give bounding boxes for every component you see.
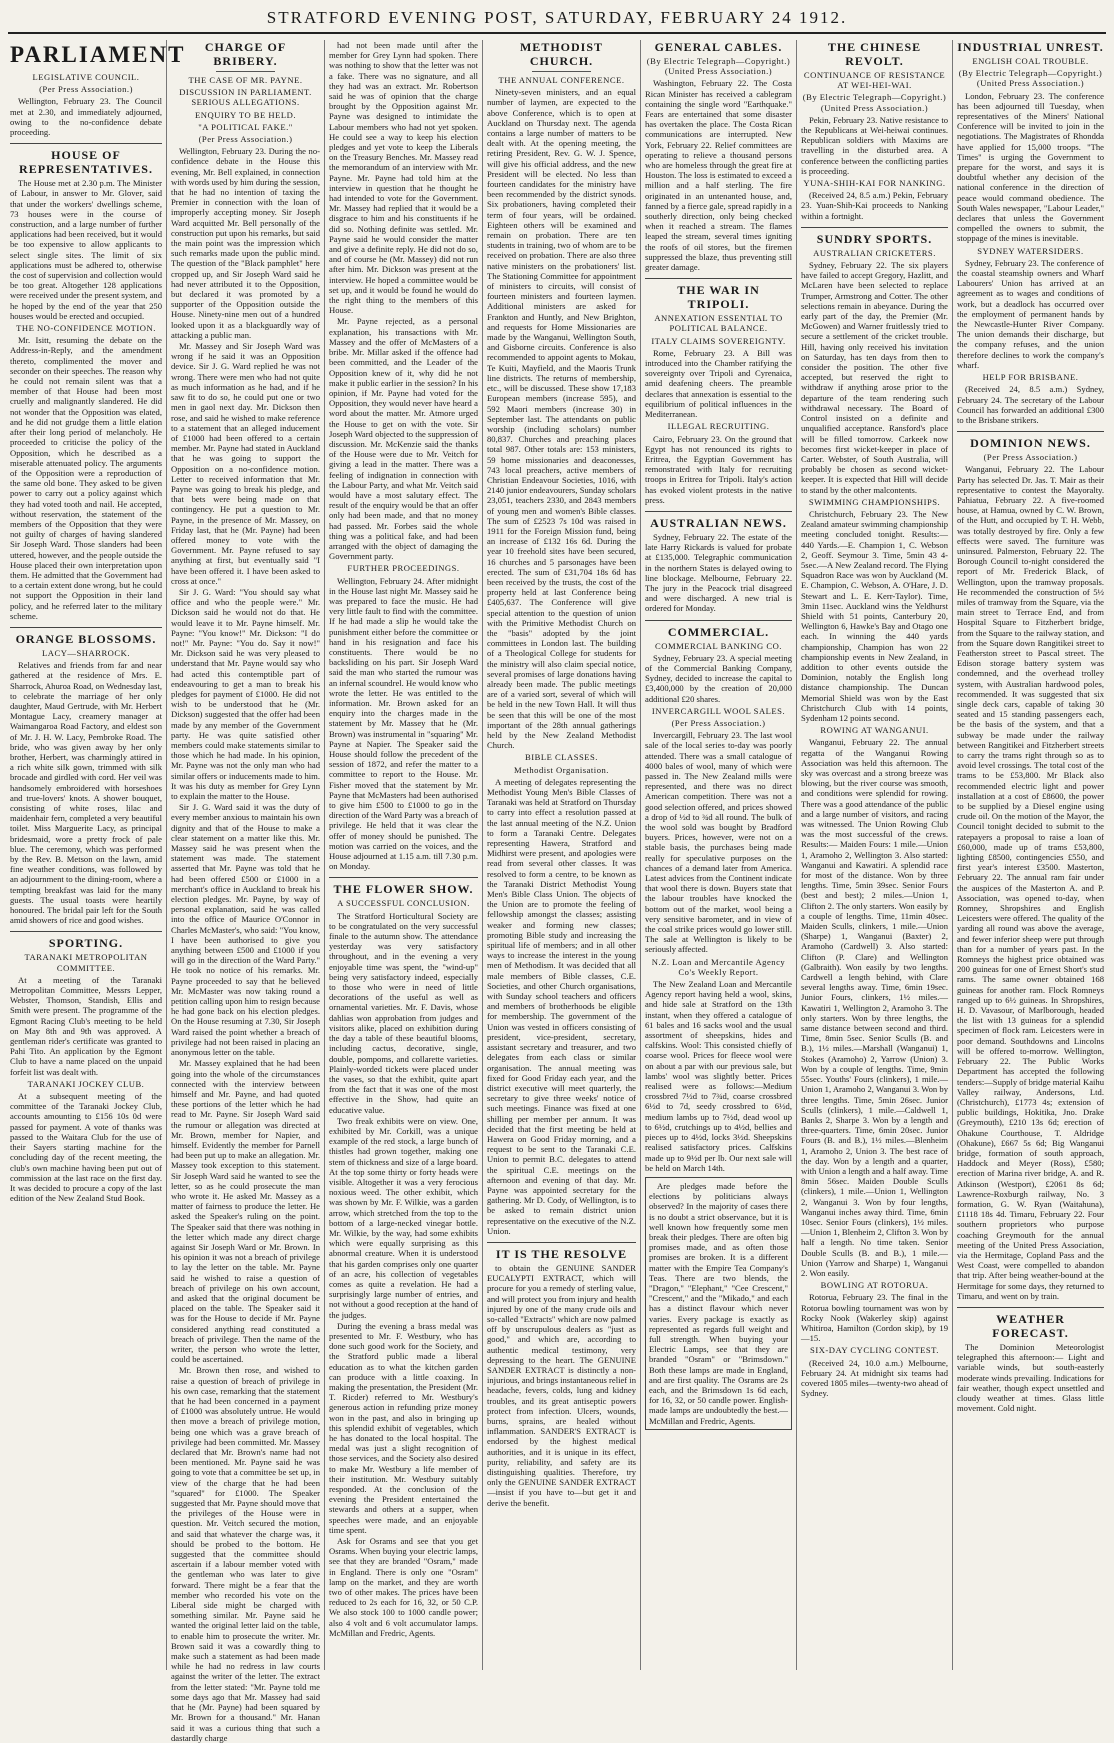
tripoli-sub-1: ANNEXATION ESSENTIAL TO POLITICAL BALANCE. xyxy=(654,313,783,334)
article-text: Wellington, February 23. The Council met at 2.30, and immediately adjourned, owing to the no-confidence debate proceeding. xyxy=(10,96,162,138)
bribery-sub-1: THE CASE OF MR. PAYNE. xyxy=(188,75,303,85)
masthead: STRATFORD EVENING POST, SATURDAY, FEBRUARY 24 1912. xyxy=(8,4,1106,34)
press-source: (Per Press Association.) xyxy=(39,84,133,95)
banking-subheading: COMMERCIAL BANKING CO. xyxy=(655,640,782,651)
press-source: (By Electric Telegraph—Copyright.) (United Press Association.) xyxy=(646,56,791,77)
press-source: (Per Press Association.) xyxy=(198,134,293,145)
sporting-heading: SPORTING. xyxy=(10,931,162,950)
brisbane-subheading: HELP FOR BRISBANE. xyxy=(982,372,1079,383)
industrial-unrest-heading: INDUSTRIAL UNREST. xyxy=(957,40,1104,54)
osram-advertisement: Ask for Osrams and see that you get Osrams. When buying your electric lamps, see that they are branded "Osram," made in England. There is only one "Osram" lamp on the market, and they are worth two of other makes. The prices have been reduced to 2s each for 16, 32, or 50 C.P. We also stock 100 to 1000 candle power; also 4 volt and 6 volt accumulator lamps. McMillan and Fredric, Agents. xyxy=(329,1536,478,1638)
sander-ad-heading: IT IS THE RESOLVE xyxy=(487,1242,636,1261)
methodist-church-heading: METHODIST CHURCH. xyxy=(519,40,603,68)
no-confidence-heading: THE NO-CONFIDENCE MOTION. xyxy=(16,323,156,334)
cycling-subheading: SIX-DAY CYCLING CONTEST. xyxy=(810,1345,939,1356)
article-text: Rotorua, February 23. The final in the Rotorua bowling tournament was won by Rocky Nook (Wakerley skip) against Whitiroa, Hamilton (Cordon skip), by 19—15. xyxy=(801,1292,948,1344)
wedding-subheading: LACY—SHARROCK. xyxy=(42,647,130,658)
column-2 xyxy=(166,40,324,1743)
article-text: Relatives and friends from far and near gathered at the residence of Mrs. E. Sharrock, Ahuroa Road, on Wednesday last, to celebrate the marriage of her only daughter, Maud Gertrude, with Mr. Herbert Montague Lacy, creamery manager at Waimangaroa Road Factory, and eldest son of Mr. J. H. W. Lacy, Pembroke Road. The bride, who was given away by her only brother, Herbert, was charmingly attired in a rich white silk gown, trimmed with silk brocade and girdled with cord. Her veil was handsomely embroidered with horseshoes and true-lovers' knots. A shower bouquet, consisting of white roses, lilac and maidenhair fern, completed a very beautiful toilet. Miss Marguerite Lacy, as principal bridesmaid, wore a pretty frock of pale blue. The ceremony, which was performed by the Rev. B. Metson on the lawn, amid fine weather conditions, was followed by an adjournment to the dining-room, where a tempting breakfast was laid for the many guests. The usual toasts were heartily honoured. The bridal pair left for the South amid showers of rice and good wishes. xyxy=(10,660,162,926)
bribery-sub-4: "A POLITICAL FAKE." xyxy=(198,121,293,132)
bribery-heading: CHARGE OF BRIBERY. xyxy=(204,40,287,68)
column-1 xyxy=(6,40,186,1670)
parliament-title: PARLIAMENT xyxy=(10,42,186,67)
article-text: At a meeting of the Taranaki Metropolitan Committee, Messrs Lepper, Webster, Thomson, Standish, Ellis and Smith were present. The programme of the Egmont Racing Club's meeting to be held on May 8th and 9th was approved. A gentleman rider's certificate was granted to Pahi Tito. An application by the Egmont Club to have a name placed on the unpaid forfeit list was dealt with. xyxy=(10,974,162,1077)
article-text: The Dominion Meteorologist telegraphed this afternoon:— Light and variable winds, but south-easterly moderate winds prevailing. Indications for fair weather, though expect unsettled and cloudy weather at times. Glass little movement. Cold night. xyxy=(957,1341,1104,1414)
bible-classes-subheading: BIBLE CLASSES. xyxy=(525,752,598,763)
loan-agency-subheading: N.Z. Loan and Mercantile Agency Co's Weekly Report. xyxy=(651,956,786,977)
article-text: Cairo, February 23. On the ground that Egypt has not renounced its rights to Eritrea, the Egyptian Government has remonstrated with Italy for recruiting troops in Eritrea for Tripoli. Italy's action has evoked violent protests in the native press. xyxy=(645,433,792,505)
article-text: Sir J. G. Ward: "You should say what office and who the people were." Mr. Dickson said he would not do that. He would leave it to Mr. Payne himself. Mr. Payne: "You know!" Mr. Dickson: "I do not!" Mr. Payne: "You do. Say it now!" Mr. Dickson said he was very pleased to understand that Mr. Payne would say who had acted this contemptible part of endeavouring to get a man to break his pledges for payment of £1000. He did not wish to be understood that he (Mr. Dickson) suggested that the offer had been made by any member of the Government party. He was quite satisfied other members could make statements similar to those which he had made. In his opinion, Mr. Payne was not the only man who had similar offers or inducements made to him. It was his duty as member for Grey Lynn to explain the matter to the House. xyxy=(171,586,320,802)
article-text: Ninety-seven ministers, and an equal number of laymen, are expected to the above Conference, which is to open at Auckland on Thursday next. The agenda contains a large number of matters to be dealt with. At the opening meeting, the retiring President, Rev. G. W. J. Spence, will give his official address, and the new President will be elected. No less than fourteen candidates for the ministry have been recommended by the district synods. Six probationers, having completed their term of four years, will be ordained. Eighteen others will be examined and remain on probation. There are ten students in training, two of whom are to be received on probation. There are also three native ministers on the probationers' list. The Stationing Committee for appointment of ministers to circuits, will consist of fourteen ministers and fourteen laymen. Additional ministers are asked for Frankton and Huntly, and New Brighton, and requests for Home Missionaries are made by the Wanganui, Wellington South, and Gisborne circuits. Conference is also recommended to appoint agents to Mokau, Te Kuiti, Mayfield, and the Maoris Trunk line districts. The returns of membership, etc., will be discussed. These show 17,183 European members (increase 595), and 592 Maori members (increase 30) in September last. The attendants on public worship (including scholars) number 80,837. Churches and preaching places total 987. Other totals are: 153 ministers, 59 home missionaries and deaconesses, 743 local preachers, active members of Christian Endeavour Societies, 1016, with 2140 junior endeavourers, Sunday scholars 23,051, teachers 2330, and 2843 members of young men and women's Bible classes. The sum of £2523 7s 10d was raised in 1911 for the Foreign Mission fund, being an increase of £132 16s 6d. During the year 10 freehold sites have been secured, 16 churches and 5 parsonages have been erected. The sum of £31,704 18s 6d has been received by the trusts, the cost of the property held at last Conference being £405,637. The Conference will give special attention to the question of union with the Primitive Methodist Church on the "basis" adopted by the joint committees in London last. The building of a Theological College for students for the ministry will also claim special notice, several promises of large donations having already been made. The public meetings are of a varied sort, several of which will be held in the new Town Hall. It will thus be seen that this will be one of the most important of the 28th annual gatherings held by the New Zealand Methodist Church. xyxy=(487,87,636,751)
watersiders-subheading: SYDNEY WATERSIDERS. xyxy=(977,245,1084,256)
orange-blossoms-heading: ORANGE BLOSSOMS. xyxy=(10,627,162,646)
dominion-news-heading: DOMINION NEWS. xyxy=(957,431,1104,450)
press-source: (By Electric Telegraph—Copyright.) (United Press Association.) xyxy=(958,68,1103,89)
weather-forecast-heading: WEATHER FORECAST. xyxy=(957,1307,1104,1340)
bribery-sub-3: ENQUIRY TO BE HELD. xyxy=(194,109,296,120)
article-text: Mr. Isitt, resuming the debate on the Address-in-Reply, and the amendment thereto, complimented the mover and seconder on their speeches. The reason why he could not remain silent was that a member of that House had been most cruelly and malignantly slandered. He did not wonder that the Opposition was elated, and he did not grudge them a little elation after their long period of melancholy. He proceeded to criticise the policy of the Opposition, which he described as a miserable attenuated policy. The arguments of the Opposition were a reproduction of the same old bone. They asked to be given power to carry out a policy against which they had voted tooth and nail. He accepted, without reservation, the statement of the members of the Opposition that they were not guilty of charges of having slandered Sir Joseph Ward. Those slanders had been uttered, however, and the people outside the House placed their own interpretation upon them. He admitted that the Government had to a certain extent done wrong, but he could not support the Opposition in their land policy, and he referred later to the military scheme. xyxy=(10,335,162,621)
article-text: Mr. Brown then rose, and wished to raise a question of breach of privilege in his own case, remarking that the statement that he had been concerned in a payment of £1000 was absolutely untrue. He would then move a breach of privilege motion, being one which was a grave breach of privilege had been committed. Mr. Massey declared that Mr. Brown's name had not been mentioned. Mr. Payne said he was going to vote that a committee be set up, in view of the charge that he had been "squared" for £1000. The Speaker suggested that Mr. Payne should move that the privileges of the House were in question. Mr. Veitch secured the motion, and said that whatever the charge was, it should be probed to the bottom. He suggested that the committee should ascertain if a labour member voted with the gentleman who was later to give forward. There might be a fear that the member who recorded his vote on the Liberal side might be charged with something similar. Mr. Payne said he wanted the original letter laid on the table, to enable him to prosecute the writer. Mr. Brown said it was a cowardly thing to make such a statement as had been made while he had no redress in law courts against the writer of the letter. The extract from the letter stated: "Mr. Payne told me some days ago that Mr. Massey had said that he (Mr. Payne) had been squared by Mr. Brown for a thousand." Mr. Hanan said it was a curious thing that such a dastardly charge xyxy=(171,1365,320,1743)
article-text: Mr. Massey explained that he had been going into the whole of the circumstances connected with the interview between himself and Mr. Payne, and had quoted these portions of the letter which he had read to Mr. Payne. Sir Joseph Ward said the rumour or allegation was directed at Mr. Brown, member for Napier, and himself. Evidently the member for Parnell had been put up to make an allegation. Mr. Massey took exception to this statement. Sir Joseph Ward said he wanted to see the letter, so as he could prosecute the man who wrote it. He asked Mr. Massey as a matter of fairness to produce the letter. He asked the Speaker's ruling on the point. The Speaker said that there was nothing in the letter which made any direct charge against Sir Joseph Ward or Mr. Brown. In his opinion it was not a breach of privilege to lay the letter on the table. Mr. Payne said he wished to raise a question of breach of privilege on his own account, and asked that the original document be placed on the table. The Speaker said it was for the House to decide if Mr. Payne considered anything read constituted a breach of privilege. Then the name of the writer, the person who wrote the letter, could be ascertained. xyxy=(171,1058,320,1365)
article-text: Two freak exhibits were on view. One, exhibited by Mr. Corkill, was a unique example of the red stock, a large bunch of thistles had grown together, making one stem of thickness and size of a large board. At the top some thirty or forty heads were visible. Altogether it was a very ferocious noxious weed. The other exhibit, which was shown by Mr. F. Wilkie, was a garden arrow, which stretched from the top to the bottom of a large-necked vinegar bottle. Mr. Wilkie, by the way, had some exhibits which were equally surprising as this abnormal creature. When it is understood that his garden comprises only one quarter of an acre, his collection of vegetables comes as quite a revelation. He had a surprisingly large number of entries, and not without a good reception at the hand of the judges. xyxy=(329,1115,478,1320)
article-text: The Stratford Horticultural Society are to be congratulated on the very successful finale to the autumn show. The attendance yesterday was very satisfactory throughout, and in the evening a very enjoyable time was spent, the "wind-up" being very satisfactory indeed, especially to those who were in need of little decorations of the useful as well as ornamental varieties. Mr. F. Davis, whose dahlias won approbation from judges and visitors alike, placed on exhibition during the day a table of these beautiful blooms, including cactus, decorative, single, double, pompoms, and collarette varieties. Plainly-worded tickets were placed under the vases, so that the exhibit, quite apart from the fact that it was one of the most effective in the Show, had quite an educative value. xyxy=(329,910,478,1115)
press-source: (By Electric Telegraph—Copyright.) (United Press Association.) xyxy=(802,92,947,113)
article-text: London, February 23. The conference has been adjourned till Tuesday, when representatives of the Miners' National Conference will be invited to join in the negotiations. The Magistrates of Rhondda have applied for 15,000 troops. "The Times" is urging the Government to prepare for the worst, and says it is doubtful whether any decision of the national conference in the direction of peace would command obedience. The South Wales newspaper, "Labour Leader," declares that unless the Government compelled the owners to submit, the stoppage of the mines is inevitable. xyxy=(957,90,1104,244)
article-text: Wellington, February 23. During the no-confidence debate in the House this evening, Mr. Bell explained, in connection with words used by him during the session, that he had no intention of taxing the Premier in connection with the loan of improperly accepting money. Sir Joseph Ward acquitted Mr. Bell personally of the construction put upon his remarks, but said the main point was the impression which such remarks made upon the public mind. The question of the "Black pamphlet" here cropped up, and Sir Joseph Ward said he had never attributed it to the Opposition, but declared it was promoted by a supporter of the Opposition outside the House. Ninety-nine men out of a hundred looked upon it as a blackguardly way of attacking a public man. xyxy=(171,146,320,340)
article-text: Sydney, February 23. The conference of the coastal steamship owners and Wharf Labourers' Union has arrived at an agreement as to wages and conditions of work, but a deadlock has occurred over the employment of permanent hands by the Newcastle-Hunter River Company. The union demands their discharge, but the company refuses, and the union therefore declines to work the company's wharf. xyxy=(957,257,1104,370)
sander-advertisement: to obtain the GENUINE SANDER EUCALYPTI EXTRACT, which will procure for you a remedy of sterling value, and will protect you from injury and health injured by one of the many crude oils and so-called "Extracts" which are now palmed off by unscrupulous dealers as "just as good," and which are, according to authentic medical testimony, very depressing to the heart. The GENUINE SANDER EXTRACT is distinctly a non-injurious, and brings instantaneous relief in headache, fevers, colds, lung and kidney troubles, and its great antiseptic powers protect from infection. Ulcers, wounds, burns, sprains, are healed without inflammation. SANDER'S EXTRACT is endorsed by the highest medical authorities, and it is unique in its effect, purity, reliability, and safety are its distinguishing qualities. Therefore, try only the GENUINE SANDER EXTRACT—insist if you have to—but get it and derive the benefit. xyxy=(487,1262,636,1508)
column-3 xyxy=(324,40,482,1670)
bowling-subheading: BOWLING AT ROTORUA. xyxy=(820,1280,929,1291)
wool-sales-subheading: INVERCARGILL WOOL SALES. xyxy=(651,705,786,716)
australian-news-heading: AUSTRALIAN NEWS. xyxy=(645,511,792,530)
press-source: (Per Press Association.) xyxy=(983,452,1078,463)
article-text: Invercargill, February 23. The last wool sale of the local series to-day was poorly attended. There was a small catalogue of 4000 bales of wool, many of which were passed in. The New Zealand mills were represented, and there was no direct American competition. There was not a good selection offered, and prices showed a drop of ½d to ¾d all round. The bulk of the wool sold was bought by Bradford buyers. Prices, however, were not on a stable basis, the purchases being made really for speculative purposes on the chances of a demand later from America. Latest advices from the Continent indicate that wool there is down. Buyers state that the labour troubles have knocked the bottom out of the market, wool being a very sensitive barometer, and in view of the coal strike prices would go lower still. The sale at Wellington is likely to be seriously affected. xyxy=(645,730,792,955)
article-text: Wellington, February 24. After midnight in the House last night Mr. Massey said he was prepared to face the music. He had very little fault to find with the committee. If he had made a slip he would take the punishment either before the committee or hand in his resignation and face his constituents. There would be no backsliding on his part. Sir Joseph Ward said the man who started the rumour was an infernal scoundrel. He would know who wrote the letter. He was entitled to the information. Mr. Brown asked for an enquiry into the charges made in the statement by Mr. Massey that he (Mr. Brown) was instrumental in "squaring" Mr. Payne at Napier. The Speaker said the House should follow the precedent of the session of 1872, and refer the matter to a committee to report to the House. Mr. Fisher moved that the statement by Mr. Payne that McMasters had been authorised to give him £500 to £1000 to go in the direction of the Ward Party was a breach of privilege. He held that it was clear the offer of money should be punished. The motion was carried on the voices, and the House adjourned at 1.15 a.m. till 7.30 p.m. on Monday. xyxy=(329,575,479,872)
article-text: The New Zealand Loan and Mercantile Agency report having held a wool, skins, and hide sale at Stratford on the 13th instant, when they offered a catalogue of 61 bales and 16 sacks wool and the usual assortment of sheepskins, hides and calfskins. Wool: This consisted chiefly of coarse wool. Prices for fleece wool were on about a par with our previous sale, but lambs' wool was slightly better. Prices realised were as follows:—Medium crossbred 7½d to 7¾d, coarse crossbred 6½d to 7d, seedy crossbred to 6½d, medium lambs up to 7½d, dead wool up to 6½d, crutchings up to 4½d, bellies and pieces up to 4½d, locks 3½d. Sheepskins realised satisfactory prices. Calfskins made up to 9½d per lb. Our next sale will be held on March 14th. xyxy=(645,979,792,1173)
tea-lamps-advertisement: Are pledges made before the elections by politicians always observed? In the majority of cases there is no doubt a strict observance, but it is well known how frequently some men break their pledges. There are often big promises made, and as often those promises are broken. It is a different matter with the Empire Tea Company's Teas. There are two blends, the "Dragon," "Elephant," "Cee Crescent," "Crescent," and the "Mikado," and each has a distinct flavour which never varies. Every package is exactly as represented as regards full weight and full strength. When buying your Electric Lamps, see that they are branded "Osram" or "Brimsdown." Both these lamps are made in England, and are first quality. The Osrams are 2s each, and the Brimsdown 1s 6d each, for 16, 32, or 50 candle power. English-made lamps are undoubtedly the best.—McMillan and Fredric, Agents. xyxy=(645,1177,792,1430)
war-in-tripoli-heading: THE WAR IN TRIPOLI. xyxy=(645,278,792,311)
yuan-shih-kai-subheading: YUNA-SHIH-KAI FOR NANKING. xyxy=(803,178,946,189)
flower-show-subheading: A SUCCESSFUL CONCLUSION. xyxy=(337,898,470,909)
article-text: Mr. Payne rejected, as a personal explanation, his transactions with Mr. Massey and the offer of McMasters of a bribe. Mr. Millar asked if the offence had been committed, and the Leader of the Opposition knew of it, why did he not make it public earlier in the session? In his opinion, if Mr. Payne had voted for the Opposition, they would never have heard a word about the matter. Mr. Atmore urged the House to get on with the vote. Sir Joseph Ward objected to the suppression of discussion. Mr. McKenzie said the thanks of the House were due to Mr. Veitch for giving a lead in the matter. There was a feeling of indignation in connection with the Labour Party, and what Mr. Veitch said would have a most salutary effect. The result of the enquiry would be that an offer only had been made, and that no money had passed. Mr. Forbes said the whole thing was a political fake, and had been arranged with the object of damaging the Government party. xyxy=(329,316,478,562)
article-text: had not been made until after the member for Grey Lynn had spoken. There was nothing to show that the letter was not a fake. There was no signature, and all they had was an extract. Mr. Robertson said he was of opinion that the charge brought by the Opposition against Mr. Payne was designed to intimidate the Labour members who had not yet spoken. He could see a way to keep his election pledges and yet vote to keep the Liberals on the Treasury Benches. Mr. Massey read the memorandum of an interview with Mr. Payne. Mr. Payne had told him at the interview in question that he thought he had intended to vote for the Government. Mr. Massey had replied that it would be a disgrace to him and his constituents if he did so. Nothing definite was settled. Mr. Payne said he would consider the matter and give a definite reply. He did not do so, and of course he (Mr. Massey) did not run after him. Mr. Dickson was present at the interview. He hoped a committee would be set up, and it would be found he would do the right thing to the members of this House. xyxy=(329,40,478,316)
article-text: (Received 24, 8.5 a.m.) Pekin, February 23. Yuan-Shih-Kai proceeds to Nanking within a fortnight. xyxy=(801,190,948,221)
divider xyxy=(532,71,592,72)
illegal-recruiting-subheading: ILLEGAL RECRUITING. xyxy=(667,421,770,432)
metropolitan-committee-subheading: TARANAKI METROPOLITAN COMMITTEE. xyxy=(24,952,148,973)
general-cables-heading: GENERAL CABLES. xyxy=(654,40,783,54)
article-text: At a subsequent meeting of the committee of the Taranaki Jockey Club, accounts amounting to £156 10s 0d were passed for payment. A vote of thanks was passed to the Waitara Club for the use of their Sayers starting machine for the concluding day of the recent meeting, the club's own machine having been put out of commission at the last race on the first day. It was decided to procure a copy of the last edition of the New Zealand Stud Book. xyxy=(10,1091,162,1204)
article-text: Sydney, February 23. A special meeting of the Commercial Banking Company, Sydney, decided to increase the capital to £3,400,000 by the creation of 20,000 additional £20 shares. xyxy=(645,652,792,704)
legislative-council-heading: LEGISLATIVE COUNCIL. xyxy=(32,72,140,82)
house-of-reps-heading: HOUSE OF REPRESENTATIVES. xyxy=(10,143,162,176)
column-7 xyxy=(952,40,1108,1670)
article-text: Mr. Massey and Sir Joseph Ward was wrong if he said it was an Opposition device. Sir J. G. Ward replied he was not wrong. There were men who had not quite as much information as he had, and if he saw fit to do so, he could put one or two men in gaol next day. Mr. Dickson then rose, and said he wished to make reference to a statement that an alleged inducement of £1000 had been offered to a certain member. Mr. Payne had stated in Auckland that he was going to support the Opposition on a no-confidence motion. Letter to received information that Mr. Payne was going to break his pledge, and that bets were being made on that contingency. He put a question to Mr. Payne, in the presence of Mr. Massey, on Friday last, that he (Mr. Payne) had been offered money to vote with the Government. Mr. Payne refused to say anything at first, but eventually said "I have been offered it. I have been asked to cross at once." xyxy=(171,341,320,586)
column-6 xyxy=(796,40,952,1670)
tripoli-sub-2: ITALY CLAIMS SOVEREIGNTY. xyxy=(651,335,786,346)
article-text: Sir J. G. Ward said it was the duty of every member anxious to maintain his own dignity and that of the House to make a clear statement on a matter like this. Mr. Massey said he was present when the statement was made. The statement asserted that Mr. Payne was told that he had been offered £500 or £1000 in a merchant's office in Auckland to break his election pledges. Mr. Payne, by way of personal explanation, said he was called into the office of Maurice O'Connor in Charles McMaster's, who said: "You know, I have been authorised to give you anything between £500 and £1000 if you will go in the direction of the Ward Party." He took no notice of his remarks. Mr. Payne proceeded to say that he believed Mr. McMaster was now taking round a petition calling upon him to resign because he had gone back on his election pledges. On the House resuming at 7.30, Sir Joseph Ward raised the point whether a breach of privilege had not been raised in placing an anonymous letter on the table. xyxy=(171,802,320,1058)
article-text: (Received 24, 8.5 a.m.) Sydney, February 24. The secretary of the Labour Council has forwarded an additional £300 to the Brisbane strikers. xyxy=(957,384,1104,425)
annual-conference-subheading: THE ANNUAL CONFERENCE. xyxy=(498,75,625,85)
chinese-revolt-heading: THE CHINESE REVOLT. xyxy=(827,40,922,68)
press-source: (Per Press Association.) xyxy=(671,717,766,728)
commercial-heading: COMMERCIAL. xyxy=(645,620,792,639)
cricketers-subheading: AUSTRALIAN CRICKETERS. xyxy=(813,247,936,258)
column-5 xyxy=(640,40,796,1670)
swimming-subheading: SWIMMING CHAMPIONSHIPS. xyxy=(808,496,941,507)
divider xyxy=(216,71,276,72)
rowing-subheading: ROWING AT WANGANUI. xyxy=(820,725,929,736)
article-text: The House met at 2.30 p.m. The Minister of Labour, in answer to Mr. Glover, said that under the workers' dwellings scheme, 73 houses were in the course of construction, and a large number of further applications had been received, but it would be too expensive to allow applicants to select single sites. The limit of six applications must be adhered to, otherwise the cost of supervision and collection would be too great. Altogether 128 applications were received under the present system, and he hoped by the end of the year that 250 houses would be erected and occupied. xyxy=(10,178,162,321)
article-text: Wanganui, February 22. The Labour Party has selected Dr. Jas. T. Mair as their representative to contest the Mayoralty. Pahiatua, February 22. A five-roomed house, at Hamua, owned by C. W. Brown, of the Hutt, and occupied by T. H. Webb, was totally destroyed by fire. Only a few effects were saved. The furniture was uninsured. Palmerston, February 22. The Borough Council to-night considered the report of Mr. Frederick Black, of Wellington, upon the tramway proposals. He recommended the construction of 5½ miles of tramway from the Square, via the main street to Terrace End, and from Hospital Square to Fitzherbert bridge, from the Square to the railway station, and from the Square down Rangitikei street to Featherston street to Pascal street. The Edison storage battery system was condemned, and the overhead trolley system, with Australian hardwood poles, recommended. It was suggested that six single deck cars, capable of taking 30 seated and 15 standing passengers each, be the basis of the system, and that a subway be made under the railway between Rangitikei and Fitzherbert streets to carry the trams right through so as to avoid level crossings. The total cost of the trams to be £53,800. Mr Black also recommended electric light and power installation at a cost of £8600, the power to be supplied by a Diesel engine using crude oil. On the motion of the Mayor, the Council tonight decided to submit to the ratepayers a proposal to raise a loan of £60,000, made up of trams £53,800, lighting £8500, contingencies £550, and first year's interest £3500. Masterton, February 22. The annual ram fair under the auspices of the Masterton A. and P. Association, was opened to-day, when Romney, Shropshires and English Leicesters were offered. The quality of the yarding all round was above the average, and fewer inferior sheep were put through than for a number of years past. In the Romneys the highest price obtained was 200 guineas for one of Ernest Short's stud rams. The same owner obtained 168 guineas for another ram. Flock Romneys ranged up to 6½ guineas. In Shropshires, H. D. Vavasour, of Marlborough, headed the list with 13 guineas for a splendid specimen of flock ram. Leicesters were in poor demand. Southdowns and Lincolns will be offered to-morrow. Wellington, February 22. The Public Works Department has accepted the following tenders:—Supply of bridge material Kaihu Valley railway, Andersons, Ltd. (Christchurch), £1773 4s; extension of public buildings, Hokitika, Jno. Drake (Greymouth), £210 13s 6d; erection of Ohakune Courthouse, T. Aldridge (Ohakune), £667 5s 6d; Big Wanganui bridge, formation of south approach, Haddock and Meyer (Ross), £580; erection of Marina river bridge, A. and R. Atkinson (Westport), £2061 8s 6d; Lawrence-Roxburgh railway, No. 3 formation, G. W. Ryan (Waitahuna), £1118 18s 4d. Timaru, February 22. Four southern proprietors who purpose coaching Greymouth for the annual meeting of the United Press Association, via the Hermitage, Copland Pass and the West Coast, were compelled to abandon that trip. After being weather-bound at the Hermitage for some days, they returned to Timaru, and went on by train. xyxy=(957,464,1105,1301)
article-text: Rome, February 23. A Bill was introduced into the Chamber ratifying the sovereignty over Tripoli and Cyrenaica, amid deafening cheers. The preamble declares that annexation is essential to the equilibrium of political influences in the Mediterranean. xyxy=(645,347,792,420)
article-text: A meeting of delegates representing the Methodist Young Men's Bible Classes of Taranaki was held at Stratford on Thursday to carry into effect a resolution passed at the last annual meeting of the N.Z. Union to form a Taranaki Centre. Delegates representing Hawera, Stratford and Midhirst were present, and apologies were read from several other classes. It was resolved to form a centre, to be known as the Taranaki District Methodist Young Men's Bible Class Union. The objects of the Union are to promote the feeling of fellowship amongst the classes; assisting weaker and forming new classes; promoting Bible study and increasing the spiritual life of members; and in all other ways to increase the interest in the young men of Methodism. It was decided that all male members of Bible classes, C.E. Societies, and other Church organisations, with Sunday school teachers and officers and members of brotherhoods be eligible for membership. The government of the Union was vested in officers consisting of president, vice-president, secretary, assistant secretary and treasurer, and two delegates from each class or similar organisation. The annual meeting was fixed for Good Friday each year, and the district executive will meet quarterly, the secretary to give three weeks' notice of such meetings. Finance was fixed at one shilling per member per annum. It was decided that the first meeting be held at Hawera on Good Friday morning, and a request to be sent to the Taranaki C.E. Union to permit B.C. delegates to attend the spiritual C.E. meetings on the afternoon and evening of that day. Mr. Payne was appointed secretary for the gathering. Mr D. Cody, of Wellington, is to be asked to remain district union representative on the executive of the N.Z. Union. xyxy=(487,776,636,1236)
bribery-sub-2: DISCUSSION IN PARLIAMENT. SERIOUS ALLEGATIONS. xyxy=(179,87,312,108)
article-text: Christchurch, February 23. The New Zealand amateur swimming championship meeting concluded tonight. Results:— 440 Yards.—E. Champion 1, C. Webson 2, Geoff. Seymour 3. Time, 5min 43 4-5sec.—A New Zealand record. The Flying Squadron Race was won by Auckland (M. E. Champion, C. Webson, A. O'Hare, J. D. Stewart and L. E. Kerr-Taylor). Time, 3min 11sec. Auckland wins the Yeldhurst Shield with 51 points, Canterbury 20, Wellington 6, Hawke's Bay and Otago one each. In winning the 440 yards championship, Champion has won 22 championship events in New Zealand, in addition to other events outside the Dominion, notably the English long distance championship. The Duncan Memorial Shield was won by the East Christchurch Club with 14 points, Sydenham 12 points second. xyxy=(801,508,948,723)
article-text: Pekin, February 23. Native resistance to the Republicans at Wei-heiwai continues. Republican soldiers with Maxims are travelling in the disturbed area. A conference between the conflicting parties is proceeding. xyxy=(801,114,948,176)
further-proceedings-heading: FURTHER PROCEEDINGS. xyxy=(347,563,460,574)
article-text: During the evening a brass medal was presented to Mr. F. Westbury, who has done such good work for the Society, and the Stratford public made a liberal education as to what the kitchen garden can produce with a little coaxing. In making the presentation, the President (Mr. T. Ricder) referred to Mr. Westbury's generous action in refunding prize money won in the past, and also in bringing up this splendid exhibit of vegetables, which he has donated to the local hospital. The medal was just a slight recognition of those services, and the Society also desired to make Mr. Westbury a life member of their institution. Mr. Westbury suitably responded. At the conclusion of the evening the President entertained the stewards and others at a supper, when speeches were made, and an enjoyable time spent. xyxy=(329,1320,478,1535)
article-text: Washington, February 22. The Costa Rican Minister has received a cablegram containing the single word "Earthquake." Fears are entertained that some disaster has overtaken the place. The Costa Rican communications are interrupted. New York, February 22. Relief committees are operating to relieve a thousand persons who are homeless through the great fire at Houston. The loss is estimated to exceed a million and a half sterling. The fire originated in an untenanted house, and, fanned by a fierce gale, spread rapidly in a southerly direction, only being checked when it reached a stream. The flames leaped the stream, several times igniting the roofs of oil stores, but the firemen suppressed the blaze, thus preventing still greater damage. xyxy=(645,78,792,273)
column-4 xyxy=(482,40,640,1670)
article-text: Sydney, February 22. The six players have failed to accept Gregory, Hazlitt, and McLaren have been selected to replace Trumper, Armstrong and Cotter. The other selections remain in abeyance. During the early part of the day, the Premier (Mr. McGowen) and Warner fruitlessly tried to secure a settlement of the cricket trouble. Hill, having only received his invitation on Saturday, has ten days from then to consider the position. The other five accepted, but reserved the right to withdraw if anything arose prior to the departure of the team rendering such withdrawal necessary. The Board of Control insisted on a definite and unqualified acceptance. Ransford's place will be filled tomorrow. Carkeek now becomes first wicket-keeper in place of Carter. Webster, of South Australia, will probably be chosen as second wicket-keeper. It is expected that Hill will decide to stand by the other malcontents. xyxy=(801,260,948,495)
flower-show-heading: THE FLOWER SHOW. xyxy=(329,877,478,896)
coal-trouble-subheading: ENGLISH COAL TROUBLE. xyxy=(972,56,1089,66)
wei-hei-wai-subheading: CONTINUANCE OF RESISTANCE AT WEI-HEI-WAI. xyxy=(803,70,946,91)
article-text: Wanganui, February 22. The annual regatta of the Wanganui Rowing Association was held this afternoon. The sky was overcast and a strong breeze was blowing, but the river course was smooth, and conditions were splendid for rowing. There was a good attendance of the public and a large number of visitors, and racing was witnessed. The Union Rowing Club was the most successful of the crews. Results:— Maiden Fours: 1 mile.—Union 1, Aramoho 2, Wellington 3. Also started: Wanganui and Kawatiri. A splendid race for most of the distance. Won by three lengths. Time, 5min 39sec. Senior Fours (best and best); 2 miles.—Union 1, Clifton 2. The only starters. Won easily by a couple of lengths. Time, 11min 40sec. Maiden Sculls, clinkers, 1 mile.—Union (Sharpe) 1, Wanganui (Baxter) 2, Aramoho (Cardwell) 3. Also started: Clifton (P. Clare) and Wellington (Galbraith). Won easily by two lengths. Cardwell a length behind, with Clare several lengths away. Time, 6min 19sec. Junior Fours, clinkers, 1½ miles.—Kawatiri 1, Wellington 2, Aramoho 3. The only starters. Won by three lengths, the same distance between second and third. Time, 8min 5sec. Senior Sculls (B. and B.), 1½ miles.—Marshall (Wanganui) 1, Stokes (Aramoho) 2, Yarrow (Union) 3. Won by a couple of lengths. Time, 9min 55sec. Youths' Fours (clinkers), 1 mile.—Union 1, Aramoho 2, Wanganui 3. Won by three lengths. Time, 5min 26sec. Junior Sculls (clinkers), 1 mile.—Caldwell 1, Banks 2, Sharpe 3. Won by a length and three-quarters. Time, 6min 20sec. Junior Fours (B. and B.), 1½ miles.—Blenheim 1, Aramoho 2, Union 3. The best race of the day. Won by a length and a quarter, with Union a length and a half away. Time 8min 56sec. Maiden Double Sculls (clinkers), 1 mile.—Union 1, Wellington 2, Wanganui 3. Won by four lengths, Wanganui inches away third. Time, 6min 10sec. Senior Fours (clinkers), 1½ miles.—Union 1, Blenheim 2, Clifton 3. Won by half a length. No time taken. Senior Double Sculls (B. and B.), 1 mile.—Union (Yarrow and Sharpe) 1, Wanganui 2. Won easily. xyxy=(801,737,948,1278)
article-text: Sydney, February 22. The estate of the late Harry Rickards is valued for probate at £135,000. Telegraphic communication in the northern States is delayed owing to line blockage. Melbourne, February 22. The jury in the Peacock trial disagreed and were discharged. A new trial is ordered for Monday. xyxy=(645,531,792,614)
article-text: (Received 24, 10.0 a.m.) Melbourne, February 24. At midnight six teams had covered 1805 miles—twenty-two ahead of Sydney. xyxy=(801,1357,948,1399)
methodist-organisation-subheading: Methodist Organisation. xyxy=(514,764,609,775)
sundry-sports-heading: SUNDRY SPORTS. xyxy=(801,227,948,246)
jockey-club-subheading: TARANAKI JOCKEY CLUB. xyxy=(27,1078,145,1089)
